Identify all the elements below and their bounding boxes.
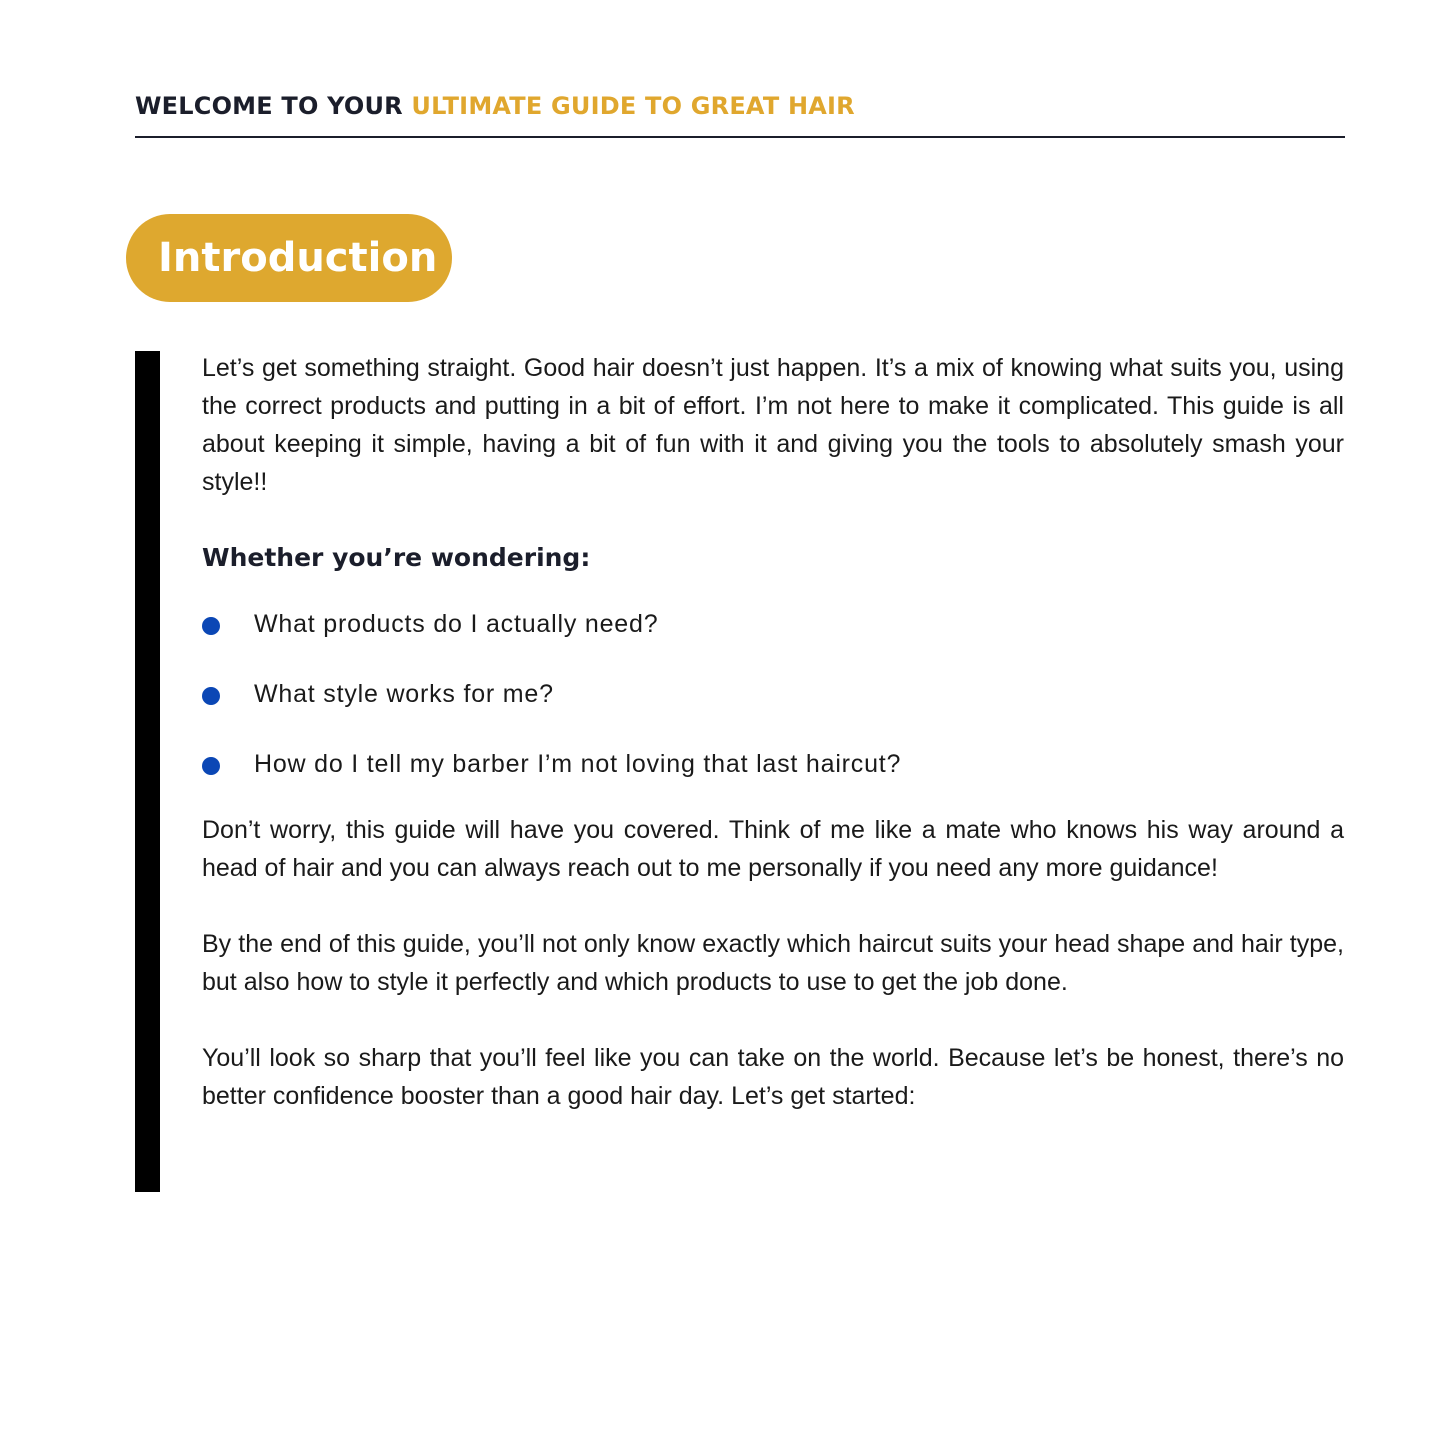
- question-list: [202, 605, 1344, 783]
- header-title: [135, 90, 1345, 122]
- list-item: [202, 745, 1344, 783]
- list-item: [202, 675, 1344, 713]
- page-header: [135, 90, 1345, 138]
- bullet-dot-icon: [202, 617, 220, 635]
- list-item-text: What style works for me?: [254, 680, 554, 708]
- intro-paragraph-4: You’ll look so sharp that you’ll feel like you can take on the world. Because let’s be honest, there’s no better confidence booster than a good hair day. Let’s get started:: [202, 1044, 1344, 1110]
- list-item-text: What products do I actually need?: [254, 610, 659, 638]
- bullet-dot-icon: [202, 757, 220, 775]
- intro-paragraph-1: Let’s get something straight. Good hair doesn’t just happen. It’s a mix of knowing what suits you, using the correct products and putting in a bit of effort. I’m not here to make it complicated. This guide is all about keeping it simple, having a bit of fun with it and giving you the tools to absolutely smash your style!!: [202, 354, 1344, 496]
- intro-content: [202, 349, 1344, 1115]
- header-title-dark: WELCOME TO YOUR: [135, 92, 403, 120]
- bullet-dot-icon: [202, 687, 220, 705]
- left-accent-bar: [135, 351, 160, 1192]
- wondering-subheading: Whether you’re wondering:: [202, 543, 591, 572]
- list-item: [202, 605, 1344, 643]
- section-title-pill: Introduction: [126, 214, 452, 302]
- list-item-text: How do I tell my barber I’m not loving that last haircut?: [254, 750, 902, 778]
- header-title-gold: ULTIMATE GUIDE TO GREAT HAIR: [411, 92, 855, 120]
- intro-paragraph-3: By the end of this guide, you’ll not only know exactly which haircut suits your head shape and hair type, but also how to style it perfectly and which products to use to get the job done.: [202, 930, 1344, 996]
- intro-paragraph-2: Don’t worry, this guide will have you covered. Think of me like a mate who knows his way around a head of hair and you can always reach out to me personally if you need any more guidance!: [202, 816, 1344, 882]
